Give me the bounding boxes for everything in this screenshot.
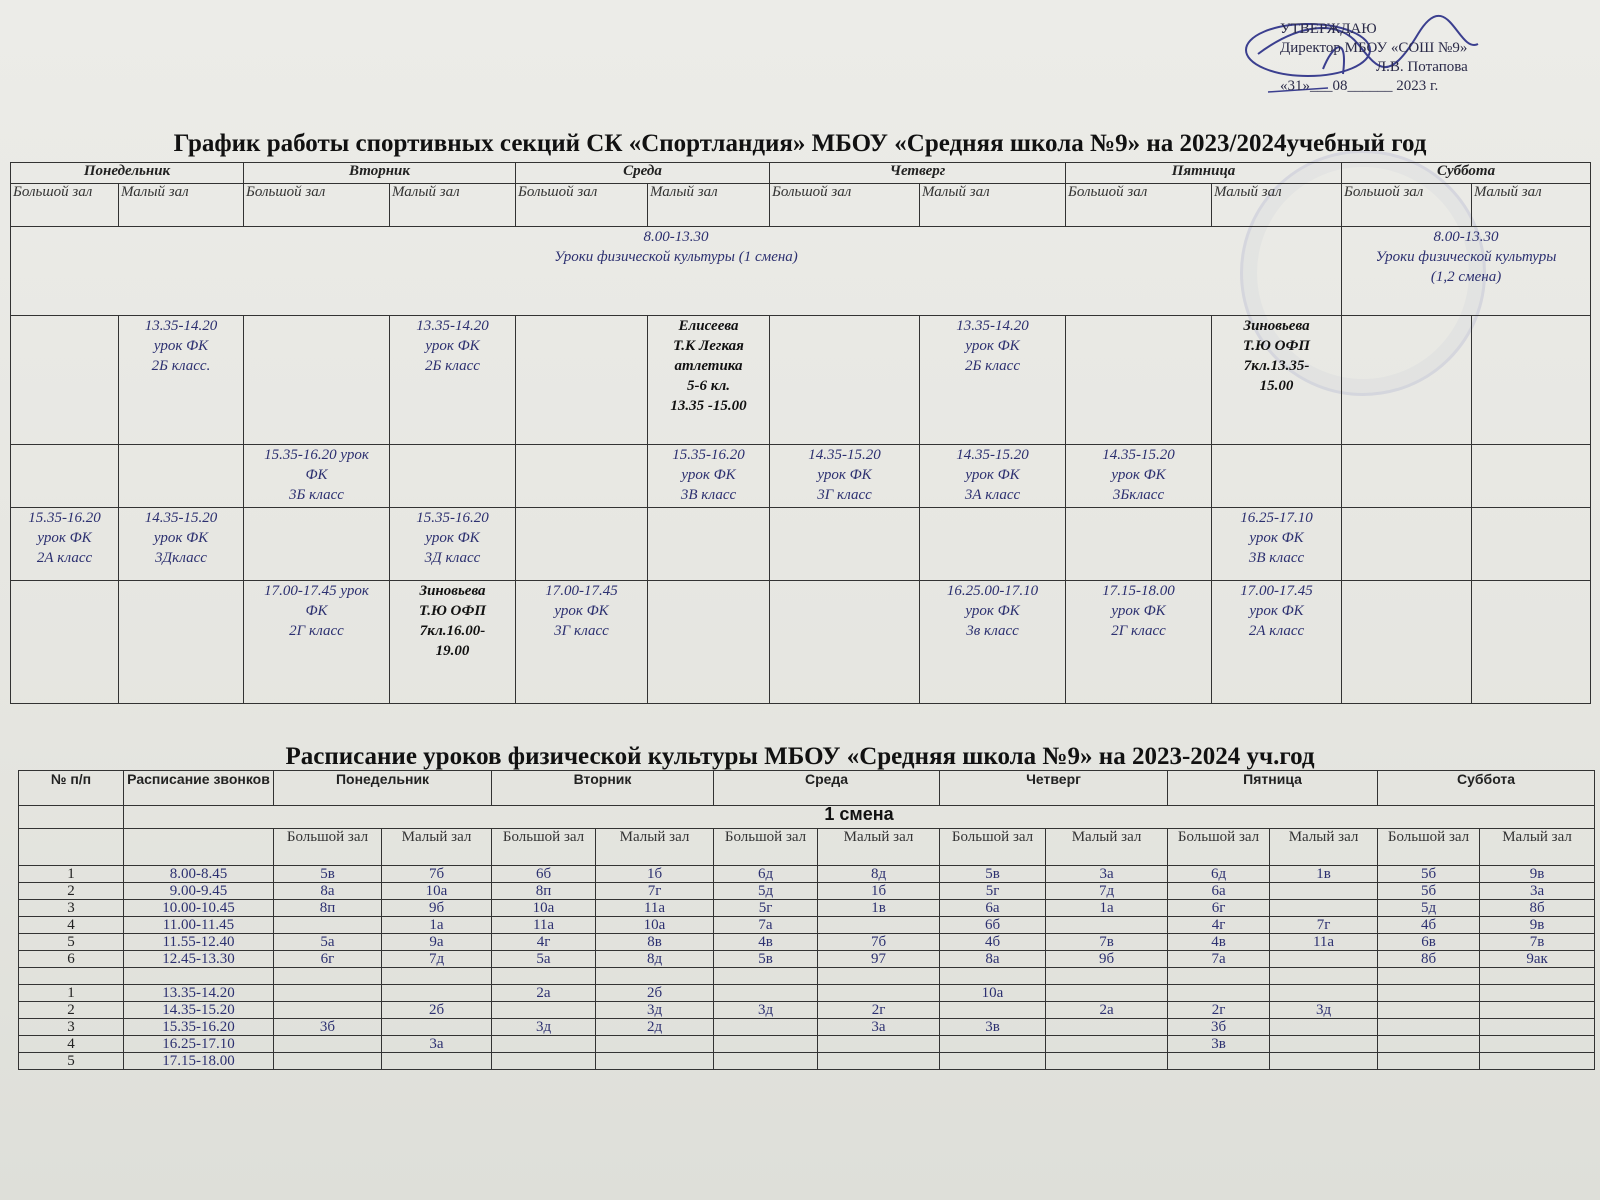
class-cell: 1б bbox=[818, 883, 940, 900]
hall-header: Малый зал bbox=[119, 184, 244, 227]
bell-time: 15.35-16.20 bbox=[124, 1019, 274, 1036]
hall-header: Малый зал bbox=[1270, 829, 1378, 866]
class-cell: 8д bbox=[818, 866, 940, 883]
day-header: Понедельник bbox=[11, 163, 244, 184]
class-cell: 7г bbox=[596, 883, 714, 900]
schedule-cell bbox=[390, 445, 516, 508]
class-cell bbox=[714, 1019, 818, 1036]
class-cell: 7г bbox=[1270, 917, 1378, 934]
approval-director-name: Л.В. Потапова bbox=[1376, 59, 1468, 75]
class-cell: 6г bbox=[274, 951, 382, 968]
day-header: Понедельник bbox=[274, 771, 492, 806]
bell-time: 9.00-9.45 bbox=[124, 883, 274, 900]
class-cell: 1в bbox=[818, 900, 940, 917]
schedule-cell: 16.25-17.10 урок ФК 3В класс bbox=[1212, 508, 1342, 581]
class-cell: 9б bbox=[382, 900, 492, 917]
number-column-header: № п/п bbox=[19, 771, 124, 806]
class-cell: 11а bbox=[1270, 934, 1378, 951]
bell-time: 12.45-13.30 bbox=[124, 951, 274, 968]
class-cell bbox=[1046, 1036, 1168, 1053]
empty-cell bbox=[1480, 968, 1595, 985]
class-cell bbox=[714, 985, 818, 1002]
class-cell: 10а bbox=[596, 917, 714, 934]
class-cell: 4б bbox=[940, 934, 1046, 951]
class-cell: 2б bbox=[382, 1002, 492, 1019]
class-cell bbox=[492, 1002, 596, 1019]
class-cell bbox=[1270, 1036, 1378, 1053]
class-cell: 8д bbox=[596, 951, 714, 968]
hall-header: Малый зал bbox=[920, 184, 1066, 227]
hall-header: Большой зал bbox=[492, 829, 596, 866]
class-cell bbox=[1046, 1053, 1168, 1070]
class-cell: 2г bbox=[818, 1002, 940, 1019]
empty-cell bbox=[1378, 968, 1480, 985]
empty-cell bbox=[818, 968, 940, 985]
empty-cell bbox=[19, 968, 124, 985]
schedule-cell: 13.35-14.20 урок ФК 2Б класс. bbox=[119, 316, 244, 445]
class-cell: 5в bbox=[274, 866, 382, 883]
schedule-cell bbox=[1472, 316, 1591, 445]
class-cell bbox=[1168, 985, 1270, 1002]
schedule-cell bbox=[1472, 445, 1591, 508]
hall-header: Малый зал bbox=[1212, 184, 1342, 227]
bell-time: 17.15-18.00 bbox=[124, 1053, 274, 1070]
schedule-cell bbox=[648, 508, 770, 581]
schedule-cell: 14.35-15.20 урок ФК 3Г класс bbox=[770, 445, 920, 508]
hall-header: Малый зал bbox=[648, 184, 770, 227]
schedule-cell: 17.00-17.45 урок ФК 2А класс bbox=[1212, 581, 1342, 704]
schedule-row bbox=[11, 508, 1591, 581]
class-cell bbox=[274, 985, 382, 1002]
hall-header: Малый зал bbox=[382, 829, 492, 866]
empty-cell bbox=[596, 968, 714, 985]
class-cell bbox=[940, 1002, 1046, 1019]
hall-header: Малый зал bbox=[596, 829, 714, 866]
class-cell bbox=[714, 1036, 818, 1053]
class-cell: 4в bbox=[714, 934, 818, 951]
class-cell: 1б bbox=[596, 866, 714, 883]
schedule-cell bbox=[1342, 581, 1472, 704]
header-row bbox=[19, 771, 1595, 806]
day-header: Суббота bbox=[1342, 163, 1591, 184]
lesson-number: 1 bbox=[19, 985, 124, 1002]
bell-time: 13.35-14.20 bbox=[124, 985, 274, 1002]
lessons-schedule-table bbox=[18, 770, 1595, 1070]
class-cell: 9ак bbox=[1480, 951, 1595, 968]
empty-cell bbox=[714, 968, 818, 985]
lesson-number: 3 bbox=[19, 1019, 124, 1036]
class-cell: 8п bbox=[274, 900, 382, 917]
schedule-row bbox=[11, 581, 1591, 704]
saturday-lessons-cell: 8.00-13.30 Уроки физической культуры (1,2 смена) bbox=[1342, 227, 1591, 316]
class-cell: 10а bbox=[382, 883, 492, 900]
schedule-cell: 17.15-18.00 урок ФК 2Г класс bbox=[1066, 581, 1212, 704]
lesson-row bbox=[19, 951, 1595, 968]
class-cell bbox=[1480, 1053, 1595, 1070]
class-cell bbox=[1378, 1053, 1480, 1070]
schedule-cell: 14.35-15.20 урок ФК 3Дкласс bbox=[119, 508, 244, 581]
approval-block bbox=[1280, 20, 1540, 96]
schedule-cell: 14.35-15.20 урок ФК 3Бкласс bbox=[1066, 445, 1212, 508]
bell-time: 11.00-11.45 bbox=[124, 917, 274, 934]
hall-header: Малый зал bbox=[390, 184, 516, 227]
class-cell: 97 bbox=[818, 951, 940, 968]
schedule-cell bbox=[119, 581, 244, 704]
halls-header-row bbox=[19, 829, 1595, 866]
empty-cell bbox=[382, 968, 492, 985]
schedule-cell bbox=[1066, 508, 1212, 581]
class-cell bbox=[1168, 1053, 1270, 1070]
lesson-number: 2 bbox=[19, 1002, 124, 1019]
class-cell bbox=[274, 917, 382, 934]
lesson-row bbox=[19, 1019, 1595, 1036]
hall-header: Большой зал bbox=[516, 184, 648, 227]
class-cell: 5а bbox=[492, 951, 596, 968]
class-cell bbox=[492, 1036, 596, 1053]
class-cell bbox=[1046, 1019, 1168, 1036]
class-cell bbox=[714, 1053, 818, 1070]
class-cell: 5а bbox=[274, 934, 382, 951]
class-cell bbox=[1046, 985, 1168, 1002]
class-cell: 3в bbox=[940, 1019, 1046, 1036]
class-cell: 7д bbox=[1046, 883, 1168, 900]
class-cell: 3в bbox=[1168, 1036, 1270, 1053]
class-cell: 5б bbox=[1378, 883, 1480, 900]
schedule-cell: 15.35-16.20 урок ФК 2А класс bbox=[11, 508, 119, 581]
schedule-cell bbox=[1212, 445, 1342, 508]
class-cell: 2а bbox=[1046, 1002, 1168, 1019]
schedule-cell bbox=[516, 508, 648, 581]
empty-cell bbox=[492, 968, 596, 985]
hall-header: Малый зал bbox=[1046, 829, 1168, 866]
class-cell: 8в bbox=[596, 934, 714, 951]
class-cell: 4г bbox=[492, 934, 596, 951]
hall-header: Малый зал bbox=[818, 829, 940, 866]
hall-header: Большой зал bbox=[940, 829, 1046, 866]
class-cell bbox=[1270, 985, 1378, 1002]
class-cell: 5б bbox=[1378, 866, 1480, 883]
class-cell: 9б bbox=[1046, 951, 1168, 968]
schedule-cell: 15.35-16.20 урок ФК 3В класс bbox=[648, 445, 770, 508]
class-cell: 8п bbox=[492, 883, 596, 900]
class-cell: 11а bbox=[596, 900, 714, 917]
class-cell: 1а bbox=[1046, 900, 1168, 917]
shift-label: 1 смена bbox=[124, 806, 1595, 829]
schedule-cell bbox=[119, 445, 244, 508]
schedule-cell bbox=[516, 445, 648, 508]
class-cell: 7а bbox=[714, 917, 818, 934]
class-cell: 4б bbox=[1378, 917, 1480, 934]
class-cell: 7д bbox=[382, 951, 492, 968]
hall-header: Большой зал bbox=[1342, 184, 1472, 227]
bell-time: 16.25-17.10 bbox=[124, 1036, 274, 1053]
class-cell: 8а bbox=[940, 951, 1046, 968]
class-cell bbox=[1378, 1019, 1480, 1036]
hall-header: Большой зал bbox=[1168, 829, 1270, 866]
day-header: Четверг bbox=[940, 771, 1168, 806]
class-cell: 7в bbox=[1480, 934, 1595, 951]
class-cell: 5в bbox=[714, 951, 818, 968]
schedule-cell: Зиновьева Т.Ю ОФП 7кл.16.00- 19.00 bbox=[390, 581, 516, 704]
class-cell bbox=[818, 1053, 940, 1070]
hall-header: Большой зал bbox=[244, 184, 390, 227]
lesson-row bbox=[19, 883, 1595, 900]
class-cell: 6а bbox=[1168, 883, 1270, 900]
day-header: Пятница bbox=[1066, 163, 1342, 184]
shift-separator-row bbox=[19, 968, 1595, 985]
empty-cell bbox=[19, 806, 124, 829]
hall-header: Большой зал bbox=[274, 829, 382, 866]
class-cell bbox=[940, 1053, 1046, 1070]
bell-time: 8.00-8.45 bbox=[124, 866, 274, 883]
class-cell: 10а bbox=[940, 985, 1046, 1002]
empty-cell bbox=[1270, 968, 1378, 985]
class-cell: 6б bbox=[492, 866, 596, 883]
class-cell: 9а bbox=[382, 934, 492, 951]
hall-header: Большой зал bbox=[11, 184, 119, 227]
schedule-cell bbox=[770, 508, 920, 581]
empty-cell bbox=[19, 829, 124, 866]
class-cell: 5г bbox=[714, 900, 818, 917]
class-cell bbox=[818, 917, 940, 934]
class-cell: 4г bbox=[1168, 917, 1270, 934]
halls-header-row bbox=[11, 184, 1591, 227]
lesson-row bbox=[19, 1053, 1595, 1070]
lessons-row bbox=[11, 227, 1591, 316]
class-cell: 6г bbox=[1168, 900, 1270, 917]
class-cell: 2б bbox=[596, 985, 714, 1002]
class-cell: 9в bbox=[1480, 917, 1595, 934]
hall-header: Большой зал bbox=[1378, 829, 1480, 866]
class-cell bbox=[492, 1053, 596, 1070]
schedule-cell bbox=[770, 316, 920, 445]
lesson-row bbox=[19, 1002, 1595, 1019]
schedule-row bbox=[11, 316, 1591, 445]
class-cell: 4в bbox=[1168, 934, 1270, 951]
class-cell bbox=[274, 1036, 382, 1053]
class-cell bbox=[1270, 883, 1378, 900]
hall-header: Большой зал bbox=[770, 184, 920, 227]
schedule-cell bbox=[1472, 508, 1591, 581]
schedule-cell: Зиновьева Т.Ю ОФП 7кл.13.35- 15.00 bbox=[1212, 316, 1342, 445]
class-cell: 6д bbox=[714, 866, 818, 883]
hall-header: Малый зал bbox=[1472, 184, 1591, 227]
lesson-number: 1 bbox=[19, 866, 124, 883]
empty-cell bbox=[1168, 968, 1270, 985]
shift-row bbox=[19, 806, 1595, 829]
class-cell bbox=[382, 1053, 492, 1070]
class-cell bbox=[1480, 1002, 1595, 1019]
class-cell bbox=[596, 1036, 714, 1053]
class-cell: 10а bbox=[492, 900, 596, 917]
class-cell: 3д bbox=[714, 1002, 818, 1019]
hall-header: Большой зал bbox=[714, 829, 818, 866]
schedule-cell bbox=[244, 316, 390, 445]
schedule-cell bbox=[648, 581, 770, 704]
empty-cell bbox=[940, 968, 1046, 985]
class-cell bbox=[596, 1053, 714, 1070]
class-cell: 11а bbox=[492, 917, 596, 934]
class-cell: 5в bbox=[940, 866, 1046, 883]
class-cell: 8б bbox=[1480, 900, 1595, 917]
day-header: Вторник bbox=[492, 771, 714, 806]
bell-time: 11.55-12.40 bbox=[124, 934, 274, 951]
schedule-cell bbox=[1066, 316, 1212, 445]
class-cell bbox=[1270, 951, 1378, 968]
day-header: Среда bbox=[714, 771, 940, 806]
class-cell bbox=[1046, 917, 1168, 934]
bell-time: 10.00-10.45 bbox=[124, 900, 274, 917]
day-header: Среда bbox=[516, 163, 770, 184]
class-cell: 9в bbox=[1480, 866, 1595, 883]
day-header: Суббота bbox=[1378, 771, 1595, 806]
lesson-number: 4 bbox=[19, 917, 124, 934]
class-cell: 6д bbox=[1168, 866, 1270, 883]
schedule-cell: 15.35-16.20 урок ФК 3Б класс bbox=[244, 445, 390, 508]
schedule-cell bbox=[1342, 316, 1472, 445]
class-cell bbox=[818, 985, 940, 1002]
day-header: Четверг bbox=[770, 163, 1066, 184]
schedule-cell bbox=[244, 508, 390, 581]
class-cell: 7б bbox=[818, 934, 940, 951]
approval-heading: УТВЕРЖДАЮ bbox=[1280, 21, 1377, 37]
schedule-cell: Елисеева Т.К Легкая атлетика 5-6 кл. 13.35 -15.00 bbox=[648, 316, 770, 445]
schedule-cell bbox=[11, 316, 119, 445]
schedule-cell: 14.35-15.20 урок ФК 3А класс bbox=[920, 445, 1066, 508]
empty-cell bbox=[124, 968, 274, 985]
class-cell: 3д bbox=[596, 1002, 714, 1019]
lesson-number: 4 bbox=[19, 1036, 124, 1053]
bells-column-header: Расписание звонков bbox=[124, 771, 274, 806]
lessons-schedule-title: Расписание уроков физической культуры МБОУ «Средняя школа №9» на 2023-2024 уч.год bbox=[285, 743, 1315, 770]
schedule-cell bbox=[516, 316, 648, 445]
class-cell bbox=[1480, 1019, 1595, 1036]
class-cell bbox=[1480, 1036, 1595, 1053]
weekday-lessons-cell: 8.00-13.30 Уроки физической культуры (1 смена) bbox=[11, 227, 1342, 316]
class-cell bbox=[1378, 1036, 1480, 1053]
class-cell: 5д bbox=[1378, 900, 1480, 917]
class-cell: 3а bbox=[1046, 866, 1168, 883]
class-cell: 8б bbox=[1378, 951, 1480, 968]
approval-position: Директор МБОУ «СОШ №9» bbox=[1280, 40, 1468, 56]
empty-cell bbox=[1046, 968, 1168, 985]
class-cell: 3д bbox=[1270, 1002, 1378, 1019]
class-cell: 3б bbox=[274, 1019, 382, 1036]
class-cell bbox=[1378, 1002, 1480, 1019]
schedule-cell bbox=[770, 581, 920, 704]
class-cell: 1в bbox=[1270, 866, 1378, 883]
schedule-row bbox=[11, 445, 1591, 508]
class-cell: 2д bbox=[596, 1019, 714, 1036]
class-cell bbox=[1378, 985, 1480, 1002]
class-cell: 7б bbox=[382, 866, 492, 883]
class-cell: 3б bbox=[1168, 1019, 1270, 1036]
schedule-cell: 17.00-17.45 урок ФК 2Г класс bbox=[244, 581, 390, 704]
lesson-number: 5 bbox=[19, 934, 124, 951]
class-cell: 5г bbox=[940, 883, 1046, 900]
class-cell: 2а bbox=[492, 985, 596, 1002]
sections-schedule-title: График работы спортивных секций СК «Спортландия» МБОУ «Средняя школа №9» на 2023/2024учебный год bbox=[173, 130, 1427, 157]
class-cell bbox=[818, 1036, 940, 1053]
class-cell: 7а bbox=[1168, 951, 1270, 968]
class-cell bbox=[940, 1036, 1046, 1053]
hall-header: Большой зал bbox=[1066, 184, 1212, 227]
lesson-number: 6 bbox=[19, 951, 124, 968]
schedule-cell bbox=[920, 508, 1066, 581]
class-cell: 8а bbox=[274, 883, 382, 900]
class-cell: 1а bbox=[382, 917, 492, 934]
lesson-number: 3 bbox=[19, 900, 124, 917]
lesson-number: 5 bbox=[19, 1053, 124, 1070]
day-header: Пятница bbox=[1168, 771, 1378, 806]
empty-cell bbox=[124, 829, 274, 866]
class-cell bbox=[274, 1053, 382, 1070]
class-cell bbox=[1480, 985, 1595, 1002]
schedule-cell bbox=[1472, 581, 1591, 704]
schedule-cell bbox=[1342, 445, 1472, 508]
lesson-row bbox=[19, 1036, 1595, 1053]
schedule-cell: 13.35-14.20 урок ФК 2Б класс bbox=[920, 316, 1066, 445]
schedule-cell: 16.25.00-17.10 урок ФК 3в класс bbox=[920, 581, 1066, 704]
lesson-row bbox=[19, 985, 1595, 1002]
class-cell bbox=[274, 1002, 382, 1019]
class-cell: 7в bbox=[1046, 934, 1168, 951]
class-cell: 3а bbox=[818, 1019, 940, 1036]
lesson-row bbox=[19, 900, 1595, 917]
class-cell: 6б bbox=[940, 917, 1046, 934]
sections-schedule-table bbox=[10, 162, 1591, 704]
class-cell: 5д bbox=[714, 883, 818, 900]
schedule-cell: 17.00-17.45 урок ФК 3Г класс bbox=[516, 581, 648, 704]
days-header-row bbox=[11, 163, 1591, 184]
lesson-row bbox=[19, 934, 1595, 951]
class-cell bbox=[1270, 900, 1378, 917]
class-cell bbox=[1270, 1053, 1378, 1070]
empty-cell bbox=[274, 968, 382, 985]
class-cell: 2г bbox=[1168, 1002, 1270, 1019]
class-cell: 6а bbox=[940, 900, 1046, 917]
class-cell bbox=[382, 985, 492, 1002]
class-cell bbox=[1270, 1019, 1378, 1036]
approval-date: «31»___08______ 2023 г. bbox=[1280, 78, 1439, 94]
class-cell: 3д bbox=[492, 1019, 596, 1036]
class-cell: 3а bbox=[382, 1036, 492, 1053]
day-header: Вторник bbox=[244, 163, 516, 184]
class-cell: 3а bbox=[1480, 883, 1595, 900]
schedule-cell bbox=[11, 445, 119, 508]
bell-time: 14.35-15.20 bbox=[124, 1002, 274, 1019]
schedule-cell: 13.35-14.20 урок ФК 2Б класс bbox=[390, 316, 516, 445]
class-cell bbox=[382, 1019, 492, 1036]
class-cell: 6в bbox=[1378, 934, 1480, 951]
lesson-row bbox=[19, 917, 1595, 934]
schedule-cell bbox=[1342, 508, 1472, 581]
lesson-number: 2 bbox=[19, 883, 124, 900]
hall-header: Малый зал bbox=[1480, 829, 1595, 866]
lesson-row bbox=[19, 866, 1595, 883]
schedule-cell bbox=[11, 581, 119, 704]
schedule-cell: 15.35-16.20 урок ФК 3Д класс bbox=[390, 508, 516, 581]
